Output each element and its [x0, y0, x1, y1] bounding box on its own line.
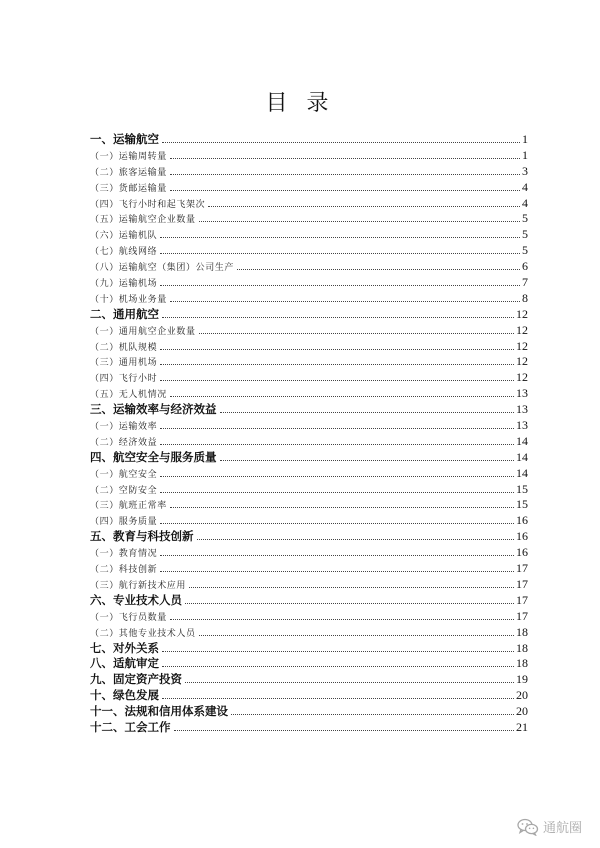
toc-chapter-entry[interactable] [90, 132, 528, 148]
toc-chapter-entry[interactable] [90, 672, 528, 688]
toc-section-entry[interactable] [90, 482, 528, 498]
toc-page-number: 17 [516, 576, 528, 591]
dot-leader [199, 634, 514, 636]
toc-section-entry[interactable] [90, 354, 528, 370]
watermark [517, 817, 582, 836]
toc-chapter-entry[interactable] [90, 641, 528, 657]
toc-page-number: 12 [516, 306, 528, 321]
toc-page-number: 1 [522, 147, 528, 162]
dot-leader [170, 300, 520, 302]
toc-page-number: 14 [516, 465, 528, 480]
toc-entry-title: （三）航行新技术应用 [90, 580, 187, 591]
dot-leader [160, 554, 514, 556]
dot-leader [231, 713, 514, 715]
toc-page-number: 4 [522, 179, 528, 194]
toc-section-entry[interactable] [90, 545, 528, 561]
toc-section-entry[interactable] [90, 625, 528, 641]
watermark-text: 通航圈 [542, 821, 582, 836]
toc-page-number: 18 [516, 624, 528, 639]
toc-section-entry[interactable] [90, 609, 528, 625]
toc-entry-title: （一）通用航空企业数量 [90, 326, 196, 337]
toc-entry-title: （二）科技创新 [90, 565, 158, 576]
dot-leader [160, 348, 514, 350]
toc-section-entry[interactable] [90, 466, 528, 482]
dot-leader [170, 506, 514, 508]
dot-leader [160, 522, 514, 524]
toc-section-entry[interactable] [90, 561, 528, 577]
toc-entry-title: 十二、工会工作 [90, 719, 171, 734]
toc-chapter-entry[interactable] [90, 704, 528, 720]
toc-entry-title: 七、对外关系 [90, 640, 159, 655]
toc-chapter-entry[interactable] [90, 307, 528, 323]
toc-entry-title: （二）旅客运输量 [90, 167, 167, 178]
toc-entry-title: （五）无人机情况 [90, 390, 167, 401]
toc-section-entry[interactable] [90, 497, 528, 513]
toc-page-number: 12 [516, 322, 528, 337]
toc-section-entry[interactable] [90, 418, 528, 434]
toc-section-entry[interactable] [90, 275, 528, 291]
toc-entry-title: 四、航空安全与服务质量 [90, 449, 217, 464]
toc-page-number: 3 [522, 163, 528, 178]
toc-page-number: 20 [516, 704, 528, 719]
dot-leader [160, 475, 514, 477]
toc-page-number: 12 [516, 354, 528, 369]
dot-leader [162, 316, 514, 318]
toc-chapter-entry[interactable] [90, 402, 528, 418]
toc-section-entry[interactable] [90, 577, 528, 593]
dot-leader [185, 602, 514, 604]
toc-section-entry[interactable] [90, 259, 528, 275]
toc-entry-title: 五、教育与科技创新 [90, 529, 194, 544]
dot-leader [160, 443, 514, 445]
dot-leader [199, 220, 520, 222]
toc-page-number: 14 [516, 433, 528, 448]
toc-chapter-entry[interactable] [90, 593, 528, 609]
toc-section-entry[interactable] [90, 291, 528, 307]
dot-leader [162, 141, 520, 143]
toc-entry-title: （四）飞行小时和起飞架次 [90, 199, 206, 210]
toc-page-number: 12 [516, 370, 528, 385]
toc-entry-title: （三）通用机场 [90, 358, 158, 369]
toc-entry-title: （三）航班正常率 [90, 501, 167, 512]
dot-leader [237, 268, 520, 270]
dot-leader [220, 459, 515, 461]
toc-entry-title: （二）经济效益 [90, 437, 158, 448]
toc-entry-title: （五）运输航空企业数量 [90, 215, 196, 226]
toc-section-entry[interactable] [90, 243, 528, 259]
toc-page-number: 4 [522, 195, 528, 210]
toc-page-number: 1 [522, 132, 528, 146]
toc-entry-title: （一）飞行员数量 [90, 612, 167, 623]
dot-leader [170, 189, 520, 191]
toc-entry-title: （四）飞行小时 [90, 374, 158, 385]
toc-entry-title: （十）机场业务量 [90, 294, 167, 305]
toc-section-entry[interactable] [90, 323, 528, 339]
toc-entry-title: （一）航空安全 [90, 469, 158, 480]
toc-entry-title: （七）航线网络 [90, 247, 158, 258]
dot-leader [170, 618, 514, 620]
toc-page-number: 18 [516, 656, 528, 671]
toc-entry-title: （二）机队规模 [90, 342, 158, 353]
toc-section-entry[interactable] [90, 339, 528, 355]
dot-leader [160, 284, 520, 286]
toc-page-number: 6 [522, 259, 528, 274]
toc-page-number: 7 [522, 275, 528, 290]
dot-leader [162, 697, 514, 699]
dot-leader [160, 491, 514, 493]
toc-page-number: 16 [516, 545, 528, 560]
dot-leader [160, 236, 520, 238]
toc-page-number: 8 [522, 290, 528, 305]
toc-page-number: 15 [516, 481, 528, 496]
toc-page-number: 16 [516, 513, 528, 528]
toc-page-number: 19 [516, 672, 528, 687]
dot-leader [185, 681, 514, 683]
dot-leader [160, 570, 514, 572]
toc-section-entry[interactable] [90, 386, 528, 402]
toc-entry-title: （四）服务质量 [90, 517, 158, 528]
toc-page-number: 21 [516, 719, 528, 734]
toc-section-entry[interactable] [90, 180, 528, 196]
dot-leader [160, 379, 514, 381]
toc-section-entry[interactable] [90, 211, 528, 227]
dot-leader [197, 538, 515, 540]
dot-leader [208, 205, 520, 207]
toc-entry-title: （一）教育情况 [90, 549, 158, 560]
toc-entry-title: 九、固定资产投资 [90, 672, 182, 687]
toc-section-entry[interactable] [90, 434, 528, 450]
toc-page-number: 15 [516, 497, 528, 512]
toc-page-number: 16 [516, 529, 528, 544]
toc-page-number: 13 [516, 402, 528, 417]
toc-page-number: 13 [516, 386, 528, 401]
toc-entry-title: （二）其他专业技术人员 [90, 628, 196, 639]
dot-leader [189, 586, 514, 588]
toc-page-number: 14 [516, 449, 528, 464]
toc-chapter-entry[interactable] [90, 529, 528, 545]
toc-entry-title: 八、适航审定 [90, 656, 159, 671]
toc-page-number: 18 [516, 640, 528, 655]
dot-leader [162, 665, 514, 667]
toc-entry-title: 六、专业技术人员 [90, 592, 182, 607]
toc-entry-title: （六）运输机队 [90, 231, 158, 242]
dot-leader [170, 395, 514, 397]
dot-leader [220, 411, 515, 413]
toc-page-number: 17 [516, 608, 528, 623]
toc-section-entry[interactable] [90, 148, 528, 164]
toc-page-number: 5 [522, 227, 528, 242]
toc-chapter-entry[interactable] [90, 720, 528, 736]
toc-page-number: 13 [516, 418, 528, 433]
dot-leader [160, 363, 514, 365]
dot-leader [174, 729, 515, 731]
toc-chapter-entry[interactable] [90, 656, 528, 672]
toc-section-entry[interactable] [90, 196, 528, 212]
toc-entry-title: 一、运输航空 [90, 132, 159, 146]
toc-section-entry[interactable] [90, 513, 528, 529]
toc-entry-title: （八）运输航空（集团）公司生产 [90, 263, 235, 274]
toc-page-number: 12 [516, 338, 528, 353]
toc-entry-title: 十一、法规和信用体系建设 [90, 704, 228, 719]
dot-leader [170, 157, 520, 159]
toc-chapter-entry[interactable] [90, 450, 528, 466]
toc-entry-title: （二）空防安全 [90, 485, 158, 496]
toc-page-number: 17 [516, 592, 528, 607]
dot-leader [162, 650, 514, 652]
dot-leader [170, 173, 520, 175]
toc-page-number: 20 [516, 688, 528, 703]
toc-page-number: 17 [516, 561, 528, 576]
page-title: 目 录 [265, 91, 335, 116]
toc-entry-title: （一）运输周转量 [90, 151, 167, 162]
toc-page-number: 5 [522, 211, 528, 226]
toc-page-number: 5 [522, 243, 528, 258]
toc-entry-title: （九）运输机场 [90, 279, 158, 290]
toc-entry-title: 二、通用航空 [90, 306, 159, 321]
table-of-contents [90, 132, 528, 736]
dot-leader [160, 252, 520, 254]
toc-entry-title: （一）运输效率 [90, 422, 158, 433]
dot-leader [160, 427, 514, 429]
toc-chapter-entry[interactable] [90, 688, 528, 704]
wechat-icon [517, 818, 539, 836]
toc-section-entry[interactable] [90, 164, 528, 180]
dot-leader [199, 332, 514, 334]
toc-entry-title: 十、绿色发展 [90, 688, 159, 703]
toc-entry-title: （三）货邮运输量 [90, 183, 167, 194]
toc-entry-title: 三、运输效率与经济效益 [90, 402, 217, 417]
toc-section-entry[interactable] [90, 370, 528, 386]
toc-section-entry[interactable] [90, 227, 528, 243]
